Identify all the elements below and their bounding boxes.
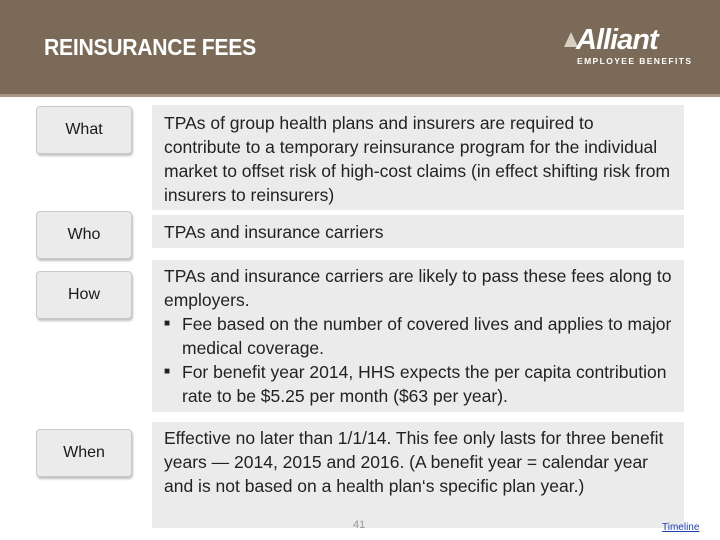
- square-bullet-icon: ■: [164, 366, 171, 377]
- bullet-item: [164, 360, 674, 408]
- label-what: What: [36, 106, 132, 154]
- content-when-text: Effective no later than 1/1/14. This fee only lasts for three benefit years — 2014, 2015 and 2016. (A benefit year = calendar year and is not based on a health plan‘s specific plan year.): [164, 428, 664, 496]
- alliant-logo: [564, 26, 694, 70]
- bullet-item: [164, 312, 674, 360]
- label-when: When: [36, 429, 132, 477]
- square-bullet-icon: ■: [164, 318, 171, 329]
- timeline-link[interactable]: Timeline: [662, 522, 700, 533]
- content-when: [152, 422, 684, 528]
- bullet-text: Fee based on the number of covered lives and applies to major medical coverage.: [182, 314, 672, 358]
- content-how: [152, 260, 684, 412]
- label-who: Who: [36, 211, 132, 259]
- content-how-text: TPAs and insurance carriers are likely to pass these fees along to employers.: [164, 266, 672, 310]
- content-who: [152, 215, 684, 248]
- logo-wordmark: Alliant: [576, 24, 658, 56]
- content-who-text: TPAs and insurance carriers: [164, 222, 384, 242]
- content-what: [152, 105, 684, 210]
- content-what-text: TPAs of group health plans and insurers are required to contribute to a temporary reinsurance program for the individual market to offset risk of high-cost claims (in effect shifting risk from insurers to reinsurers): [164, 113, 671, 205]
- slide-title: REINSURANCE FEES: [44, 34, 256, 60]
- bullet-text: For benefit year 2014, HHS expects the per capita contribution rate to be $5.25 per month ($63 per year).: [182, 362, 667, 406]
- page-number: 41: [353, 519, 366, 531]
- logo-subtitle: EMPLOYEE BENEFITS: [577, 56, 693, 66]
- header-rule: [0, 94, 720, 97]
- label-how: How: [36, 271, 132, 319]
